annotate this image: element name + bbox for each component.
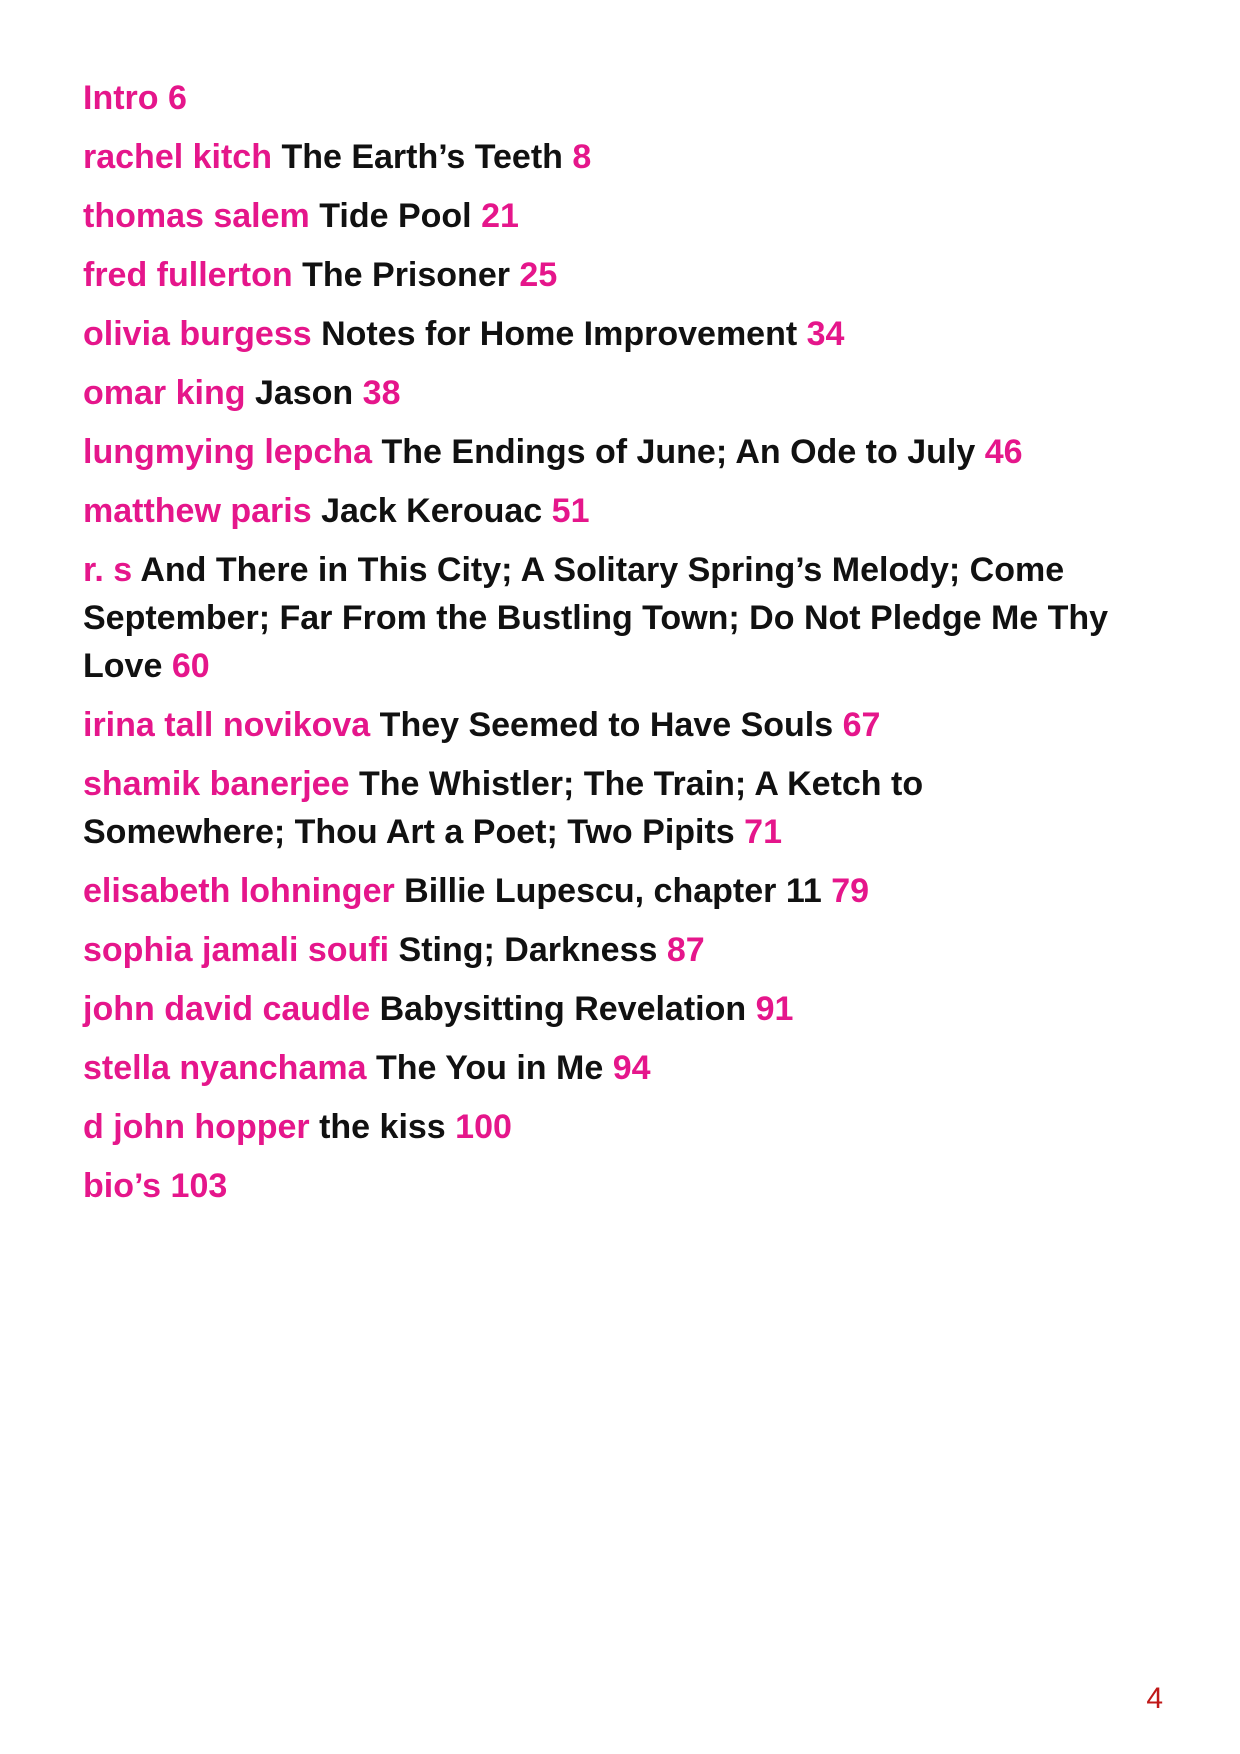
toc-entry: [83, 546, 1173, 690]
toc-title: Notes for Home Improvement: [321, 315, 798, 353]
toc-page-number: 100: [455, 1108, 512, 1146]
toc-author: olivia burgess: [83, 315, 312, 353]
toc-entry-intro: [83, 74, 1173, 122]
toc-title: The You in Me: [375, 1049, 604, 1087]
toc-entry: [83, 760, 983, 856]
toc-author: d john hopper: [83, 1108, 310, 1146]
toc-entry: [83, 487, 1173, 535]
toc-title: Tide Pool: [319, 197, 472, 235]
toc-page-number: 103: [170, 1167, 228, 1205]
toc-entry: [83, 251, 1173, 299]
toc-author: shamik banerjee: [83, 765, 350, 803]
toc-title: Billie Lupescu, chapter 11: [404, 872, 822, 910]
toc-page-number: 67: [842, 706, 881, 744]
toc-title: The Whistler; The Train; A Ketch to Somewhere; Thou Art a Poet; Two Pipits: [83, 765, 924, 851]
toc-page-number: 91: [755, 990, 794, 1028]
toc-author: stella nyanchama: [83, 1049, 367, 1087]
toc-page-number: 8: [572, 138, 592, 176]
toc-author: lungmying lepcha: [83, 433, 373, 471]
toc-entry: [83, 926, 1173, 974]
toc-author: omar king: [83, 374, 246, 412]
toc-page-number: 87: [666, 931, 705, 969]
toc-page-number: 60: [171, 647, 210, 685]
toc-author: fred fullerton: [83, 256, 293, 294]
toc-page-number: 51: [551, 492, 590, 530]
toc-entry: [83, 867, 1173, 915]
toc-page-number: 34: [806, 315, 845, 353]
toc-entry: [83, 1044, 1173, 1092]
toc-page-number: 94: [612, 1049, 651, 1087]
toc-title: The Prisoner: [302, 256, 510, 294]
toc-author: elisabeth lohninger: [83, 872, 395, 910]
toc-entry: [83, 985, 1173, 1033]
toc-page-number: 46: [984, 433, 1023, 471]
toc-author: irina tall novikova: [83, 706, 371, 744]
toc-entry-bios: [83, 1162, 1173, 1210]
toc-entry: [83, 192, 1173, 240]
page-number: 4: [1146, 1682, 1163, 1715]
toc-title: Jason: [254, 374, 354, 412]
toc-page-number: 6: [168, 79, 187, 117]
toc-entry: [83, 428, 1173, 476]
toc-entry: [83, 369, 1173, 417]
toc-title: And There in This City; A Solitary Spring’s Melody; Come September; Far From the Bustling Town; Do Not Pledge Me Thy Love: [83, 551, 1109, 685]
toc-title: They Seemed to Have Souls: [379, 706, 834, 744]
toc-entry: [83, 1103, 1173, 1151]
toc-title: The Earth’s Teeth: [281, 138, 563, 176]
toc-entry: [83, 310, 1173, 358]
table-of-contents: [83, 74, 1173, 1221]
toc-author: matthew paris: [83, 492, 312, 530]
toc-title: the kiss: [319, 1108, 446, 1146]
toc-entry: [83, 133, 1173, 181]
toc-author: sophia jamali soufi: [83, 931, 390, 969]
toc-page-number: 25: [519, 256, 558, 294]
toc-author: r. s: [83, 551, 133, 589]
toc-title: Sting; Darkness: [398, 931, 658, 969]
toc-page-number: 79: [831, 872, 870, 910]
toc-page-number: 71: [744, 813, 782, 851]
toc-page-number: 38: [362, 374, 401, 412]
toc-title: The Endings of June; An Ode to July: [381, 433, 976, 471]
toc-section-label: Intro: [83, 79, 159, 117]
toc-title: Jack Kerouac: [321, 492, 543, 530]
toc-author: rachel kitch: [83, 138, 272, 176]
toc-author: thomas salem: [83, 197, 310, 235]
toc-title: Babysitting Revelation: [379, 990, 747, 1028]
toc-author: john david caudle: [83, 990, 371, 1028]
toc-page-number: 21: [481, 197, 519, 235]
toc-entry: [83, 701, 1173, 749]
toc-section-label: bio’s: [83, 1167, 162, 1205]
